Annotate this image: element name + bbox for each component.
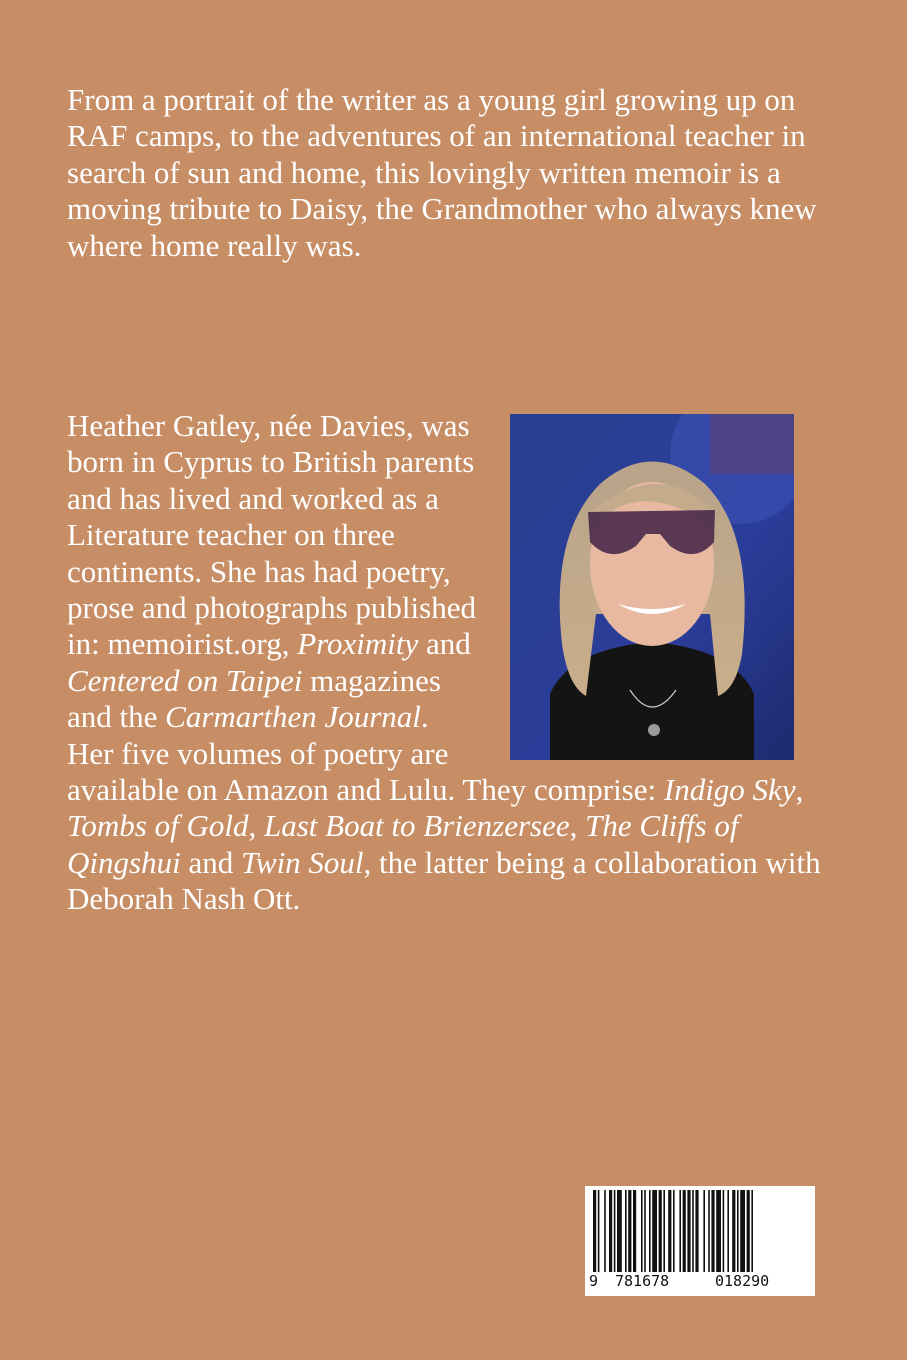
author-bio: Heather Gatley, née Davies, was born in Cyprus to British parents and has lived and worked as a Literature teacher on three continents. She has had poetry, prose and photographs published in: memoirist.org, Proximity and Centered on Taipei magazines and the Carmarthen Journal. Her five volumes of poetry are available on Amazon and Lulu. They comprise: Indigo Sky, Tombs of Gold, Last Boat to Brienzersee, The Cliffs of Qingshui and Twin Soul, the latter being a collaboration with Deborah Nash Ott.	[67, 408, 837, 918]
barcode-bar	[628, 1190, 631, 1272]
barcode-bar	[614, 1190, 616, 1272]
barcode-bar	[649, 1190, 651, 1272]
barcode-bar	[633, 1190, 636, 1272]
barcode-bar	[692, 1190, 694, 1272]
barcode-bar	[687, 1190, 690, 1272]
barcode-bar	[644, 1190, 646, 1272]
back-cover-blurb: From a portrait of the writer as a young girl growing up on RAF camps, to the adventures of an international teacher in search of sun and home, this lovingly written memoir is a moving tribute to Daisy, the Grandmother who always knew where home really was.	[67, 82, 817, 263]
barcode-bar	[708, 1190, 710, 1272]
barcode-bar	[695, 1190, 698, 1272]
barcode-digit-first: 9	[589, 1272, 599, 1290]
barcode-bar	[598, 1190, 600, 1272]
isbn-barcode	[585, 1186, 815, 1296]
author-portrait-image	[510, 414, 794, 760]
barcode-bar	[711, 1190, 714, 1272]
barcode-bar	[663, 1190, 665, 1272]
barcode-bar	[625, 1190, 627, 1272]
barcode-bar	[593, 1190, 596, 1272]
barcode-bar	[659, 1190, 662, 1272]
barcode-bar	[617, 1190, 622, 1272]
barcode-bar	[703, 1190, 705, 1272]
barcode-bar	[673, 1190, 675, 1272]
barcode-bar	[683, 1190, 686, 1272]
barcode-bar	[740, 1190, 745, 1272]
barcode-bar	[641, 1190, 643, 1272]
barcode-bar	[723, 1190, 725, 1272]
barcode-bar	[604, 1190, 606, 1272]
barcode-bar	[732, 1190, 735, 1272]
barcode-bar	[716, 1190, 721, 1272]
barcode-digits-right: 018290	[715, 1272, 770, 1290]
barcode-bar	[751, 1190, 753, 1272]
barcode-bar	[609, 1190, 612, 1272]
barcode-digits	[585, 1272, 815, 1292]
barcode-bar	[652, 1190, 657, 1272]
author-photo	[510, 414, 794, 760]
barcode-bar	[727, 1190, 729, 1272]
barcode-digits-left: 781678	[615, 1272, 670, 1290]
barcode-bar	[747, 1190, 750, 1272]
barcode-bar	[679, 1190, 681, 1272]
barcode-bar	[737, 1190, 739, 1272]
barcode-bar	[668, 1190, 671, 1272]
